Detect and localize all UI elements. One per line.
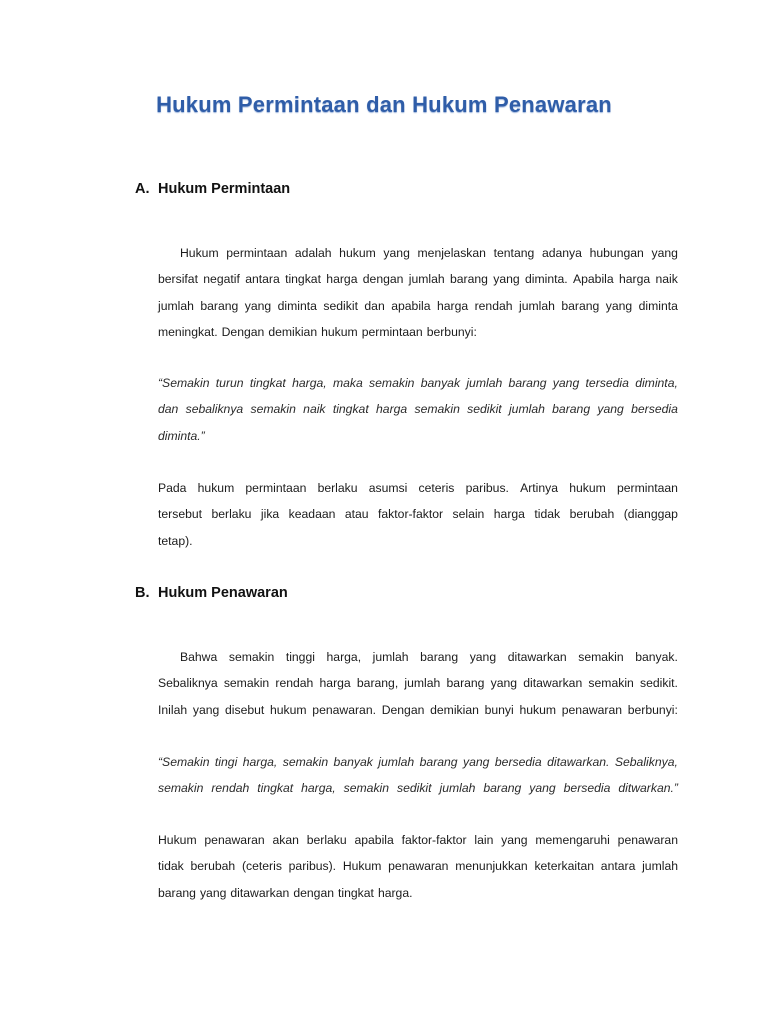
text-line: semakin rendah tingkat harga, semakin sedikit jumlah barang yang bersedia ditwarkan.”	[158, 781, 678, 796]
section-letter: A.	[135, 181, 150, 197]
text-line: “Semakin tingi harga, semakin banyak jumlah barang yang bersedia ditawarkan. Sebaliknya,	[158, 755, 678, 769]
section-letter: B.	[135, 585, 150, 601]
text-line: Inilah yang disebut hukum penawaran. Dengan demikian bunyi hukum penawaran berbunyi:	[158, 702, 678, 717]
text-line: tersebut berlaku jika keadaan atau faktor-faktor selain harga tidak berubah (dianggap	[158, 507, 678, 522]
text-line: jumlah barang yang diminta sedikit dan apabila harga rendah jumlah barang yang diminta	[158, 298, 678, 313]
text-line: tetap).	[158, 533, 193, 548]
document-title: Hukum Permintaan dan Hukum Penawaran	[156, 92, 612, 117]
text-line: Pada hukum permintaan berlaku asumsi ceteris paribus. Artinya hukum permintaan	[158, 481, 678, 495]
text-line: barang yang ditawarkan dengan tingkat harga.	[158, 885, 413, 900]
text-line: meningkat. Dengan demikian hukum permintaan berbunyi:	[158, 324, 477, 339]
text-line: Hukum penawaran akan berlaku apabila faktor-faktor lain yang memengaruhi penawaran	[158, 833, 678, 847]
text-line: Hukum permintaan adalah hukum yang menjelaskan tentang adanya hubungan yang	[180, 246, 678, 260]
text-line: Bahwa semakin tinggi harga, jumlah barang yang ditawarkan semakin banyak.	[180, 650, 678, 664]
section-title: Hukum Permintaan	[158, 181, 291, 197]
text-line: diminta.”	[158, 428, 205, 443]
section-b-quote	[158, 749, 678, 802]
text-line: bersifat negatif antara tingkat harga dengan jumlah barang yang diminta. Apabila harga naik	[158, 272, 678, 287]
section-a-paragraph-1	[158, 240, 678, 345]
section-a-heading	[135, 181, 290, 197]
section-b-paragraph-1	[158, 644, 678, 723]
text-line: “Semakin turun tingkat harga, maka semakin banyak jumlah barang yang tersedia diminta,	[158, 376, 678, 390]
section-a-quote	[158, 370, 678, 449]
text-line: tidak berubah (ceteris paribus). Hukum penawaran menunjukkan keterkaitan antara jumlah	[158, 859, 678, 874]
text-line: dan sebaliknya semakin naik tingkat harga semakin sedikit jumlah barang yang bersedia	[158, 402, 678, 417]
section-b-paragraph-2	[158, 827, 678, 906]
section-a-paragraph-2	[158, 475, 678, 554]
text-line: Sebaliknya semakin rendah harga barang, jumlah barang yang ditawarkan semakin sedikit.	[158, 676, 678, 691]
section-b-heading	[135, 585, 288, 601]
section-title: Hukum Penawaran	[158, 585, 288, 601]
